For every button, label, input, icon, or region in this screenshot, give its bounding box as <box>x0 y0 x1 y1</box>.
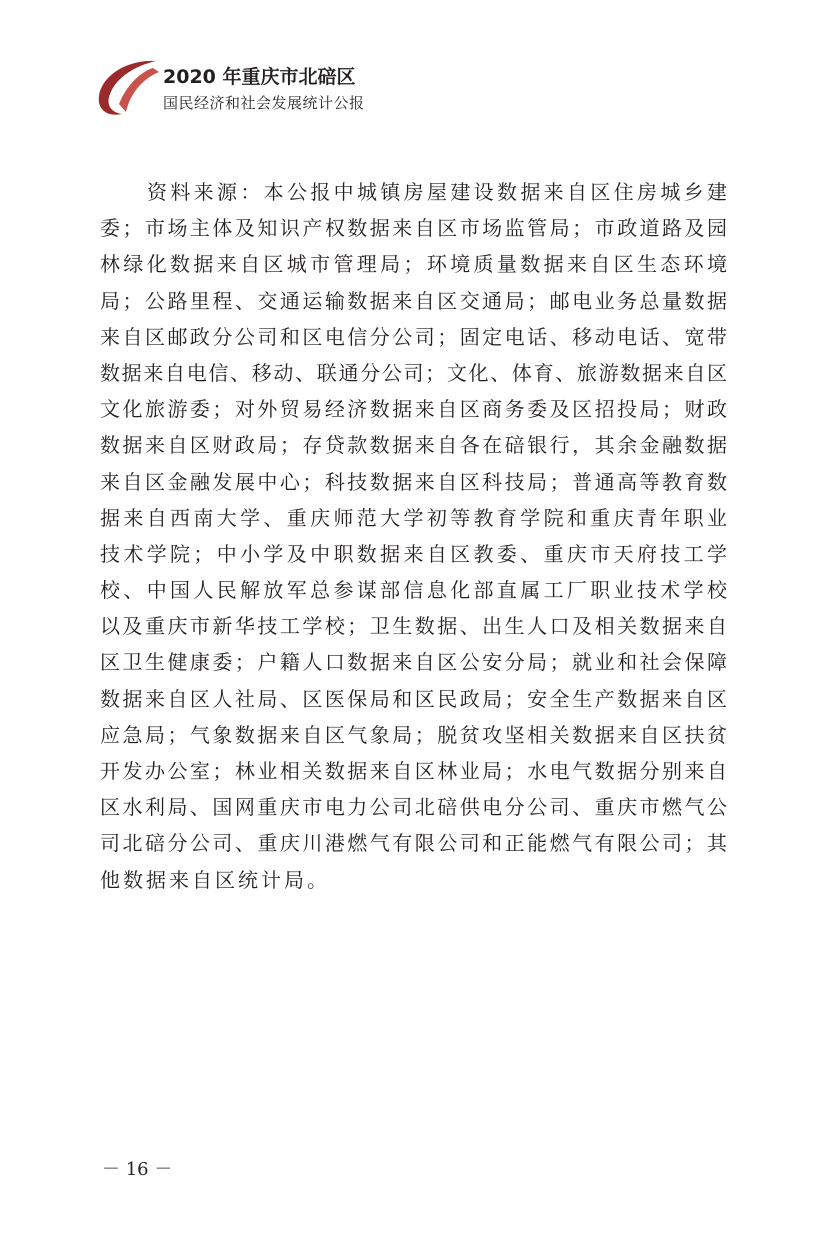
text-line: 区水利局、国网重庆市电力公司北碚供电分公司、重庆市燃气公 <box>100 795 727 820</box>
text-line: 来自区金融发展中心；科技数据来自区科技局；普通高等教育数 <box>100 469 727 494</box>
text-line: 应急局；气象数据来自区气象局；脱贫攻坚相关数据来自区扶贫 <box>100 722 727 747</box>
logo-icon <box>96 58 162 118</box>
page-number: － 16 － <box>102 1159 173 1180</box>
header-title: 2020 年重庆市北碚区 <box>163 66 356 88</box>
text-line: 区卫生健康委；户籍人口数据来自区公安分局；就业和社会保障 <box>100 650 727 675</box>
text-line: 以及重庆市新华技工学校；卫生数据、出生人口及相关数据来自 <box>100 614 727 639</box>
header-subtitle: 国民经济和社会发展统计公报 <box>163 94 365 112</box>
text-line: 技术学院；中小学及中职数据来自区教委、重庆市天府技工学 <box>100 541 727 566</box>
text-line: 开发办公室；林业相关数据来自区林业局；水电气数据分别来自 <box>100 759 727 783</box>
text-line: 据来自西南大学、重庆师范大学初等教育学院和重庆青年职业 <box>100 505 727 530</box>
text-line: 他数据来自区统计局。 <box>100 867 330 892</box>
text-line: 来自区邮政分公司和区电信分公司；固定电话、移动电话、宽带 <box>100 324 727 349</box>
text-line: 数据来自区财政局；存贷款数据来自各在碚银行，其余金融数据 <box>100 433 727 458</box>
text-line: 校、中国人民解放军总参谋部信息化部直属工厂职业技术学校 <box>100 578 727 603</box>
text-line: 林绿化数据来自区城市管理局；环境质量数据来自区生态环境 <box>100 252 727 277</box>
text-line: 司北碚分公司、重庆川港燃气有限公司和正能燃气有限公司；其 <box>100 831 727 856</box>
text-line: 局；公路里程、交通运输数据来自区交通局；邮电业务总量数据 <box>100 288 727 313</box>
text-line: 数据来自区人社局、区医保局和区民政局；安全生产数据来自区 <box>100 686 727 711</box>
text-line: 委；市场主体及知识产权数据来自区市场监管局；市政道路及园 <box>100 216 727 241</box>
data-sources-paragraph <box>100 174 727 898</box>
logo-svg <box>96 58 162 118</box>
text-line: 文化旅游委；对外贸易经济数据来自区商务委及区招投局；财政 <box>100 397 727 422</box>
text-line: 数据来自电信、移动、联通分公司；文化、体育、旅游数据来自区 <box>100 360 727 385</box>
text-line: 资料来源：本公报中城镇房屋建设数据来自区住房城乡建 <box>147 180 727 204</box>
